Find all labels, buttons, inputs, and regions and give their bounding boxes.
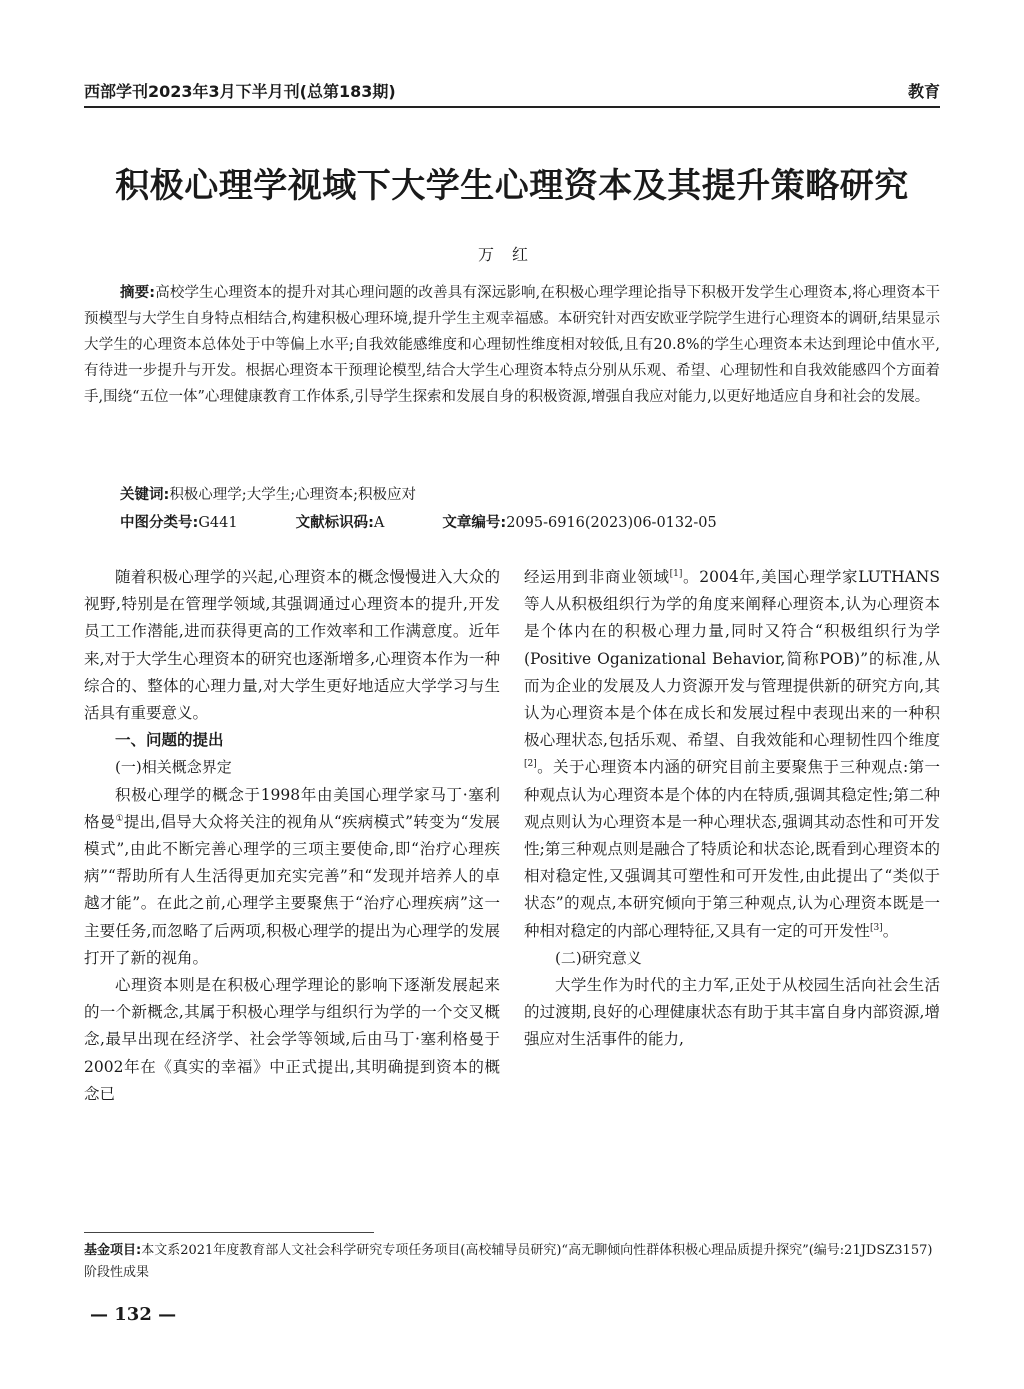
paragraph: 大学生作为时代的主力军,正处于从校园生活向社会生活的过渡期,良好的心理健康状态有助于其丰富自身内部资源,增强应对生活事件的能力, xyxy=(524,976,940,1049)
classification-row xyxy=(120,510,940,536)
left-column xyxy=(84,564,500,1224)
subsection-heading: (一)相关概念界定 xyxy=(115,758,232,777)
keywords xyxy=(120,482,940,508)
keywords-label: 关键词: xyxy=(120,487,170,503)
paragraph: 随着积极心理学的兴起,心理资本的概念慢慢进入大众的视野,特别是在管理学领域,其强调通过心理资本的提升,开发员工工作潜能,进而获得更高的工作效率和工作满意度。近年来,对于大学生心理资本的研究也逐渐增多,心理资本作为一种综合的、整体的心理力量,对大学生更好地适应大学学习与生活具有重要意义。 xyxy=(84,568,500,723)
article-number: 文章编号:2095-6916(2023)06-0132-05 xyxy=(442,515,717,531)
citation: [1] xyxy=(669,568,683,579)
subsection-heading: (二)研究意义 xyxy=(555,948,642,967)
author-name: 万红 xyxy=(477,245,546,264)
abstract xyxy=(84,280,940,410)
page-number: — 132 — xyxy=(90,1304,177,1325)
article-title: 积极心理学视域下大学生心理资本及其提升策略研究 xyxy=(115,166,909,206)
section-tag: 教育 xyxy=(907,82,940,101)
abstract-label: 摘要: xyxy=(120,285,156,301)
footnote-marker: ① xyxy=(115,813,124,824)
funding-label: 基金项目: xyxy=(84,1243,142,1258)
footnote-divider xyxy=(84,1232,374,1233)
paragraph: 积极心理学的概念于1998年由美国心理学家马丁·塞利格曼①提出,倡导大众将关注的视角从“疾病模式”转变为“发展模式”,由此不断完善心理学的三项主要使命,即“治疗心理疾病”“帮助所有人生活得更加充实完善”和“发现并培养人的卓越才能”。在此之前,心理学主要聚焦于“治疗心理疾病”这一主要任务,而忽略了后两项,积极心理学的提出为心理学的发展打开了新的视角。 xyxy=(84,785,500,967)
abstract-text: 高校学生心理资本的提升对其心理问题的改善具有深远影响,在积极心理学理论指导下积极开发学生心理资本,将心理资本干预模型与大学生自身特点相结合,构建积极心理环境,提升学生主观幸福感。本研究针对西安欧亚学院学生进行心理资本的调研,结果显示大学生的心理资本总体处于中等偏上水平;自我效能感维度和心理韧性维度相对较低,且有20.8%的学生心理资本未达到理论中值水平,有待进一步提升与开发。根据心理资本干预理论模型,结合大学生心理资本特点分别从乐观、希望、心理韧性和自我效能感四个方面着手,围绕“五位一体”心理健康教育工作体系,引导学生探索和发展自身的积极资源,增强自我应对能力,以更好地适应自身和社会的发展。 xyxy=(84,285,940,405)
document-code: 文献标识码:A xyxy=(295,515,385,531)
journal-issue: 西部学刊2023年3月下半月刊(总第183期) xyxy=(84,82,396,101)
section-heading: 一、问题的提出 xyxy=(115,731,224,750)
clc-code: 中图分类号:G441 xyxy=(120,515,238,531)
paragraph: 心理资本则是在积极心理学理论的影响下逐渐发展起来的一个新概念,其属于积极心理学与组织行为学的一个交叉概念,最早出现在经济学、社会学等领域,后由马丁·塞利格曼于2002年在《真实的幸福》中正式提出,其明确提到资本的概念已 xyxy=(84,976,500,1103)
running-header xyxy=(84,72,940,108)
citation: [3] xyxy=(869,922,883,933)
body-columns xyxy=(84,564,940,1224)
funding-note xyxy=(84,1240,940,1284)
funding-text: 本文系2021年度教育部人文社会科学研究专项任务项目(高校辅导员研究)“高无聊倾向性群体积极心理品质提升探究”(编号:21JDSZ3157)阶段性成果 xyxy=(84,1243,933,1280)
keywords-text: 积极心理学;大学生;心理资本;积极应对 xyxy=(169,487,416,503)
paragraph: 经运用到非商业领域[1]。2004年,美国心理学家LUTHANS等人从积极组织行为学的角度来阐释心理资本,认为心理资本是个体内在的积极心理力量,同时又符合“积极组织行为学(Positive Oganizational Behavior,简称POB)”的标准,从而为企业的发展及人力资源开发与管理提供新的研究方向,其认为心理资本是个体在成长和发展过程中表现出来的一种积极心理状态,包括乐观、希望、自我效能和心理韧性四个维度[2]。关于心理资本内涵的研究目前主要聚焦于三种观点:第一种观点认为心理资本是个体的内在特质,强调其稳定性;第二种观点则认为心理资本是一种心理状态,强调其动态性和可开发性;第三种观点则是融合了特质论和状态论,既看到心理资本的相对稳定性,又强调其可塑性和可开发性,由此提出了“类似于状态”的观点,本研究倾向于第三种观点,认为心理资本既是一种相对稳定的内部心理特征,又具有一定的可开发性[3]。 xyxy=(524,568,940,940)
right-column xyxy=(524,564,940,1224)
citation: [2] xyxy=(524,759,537,770)
